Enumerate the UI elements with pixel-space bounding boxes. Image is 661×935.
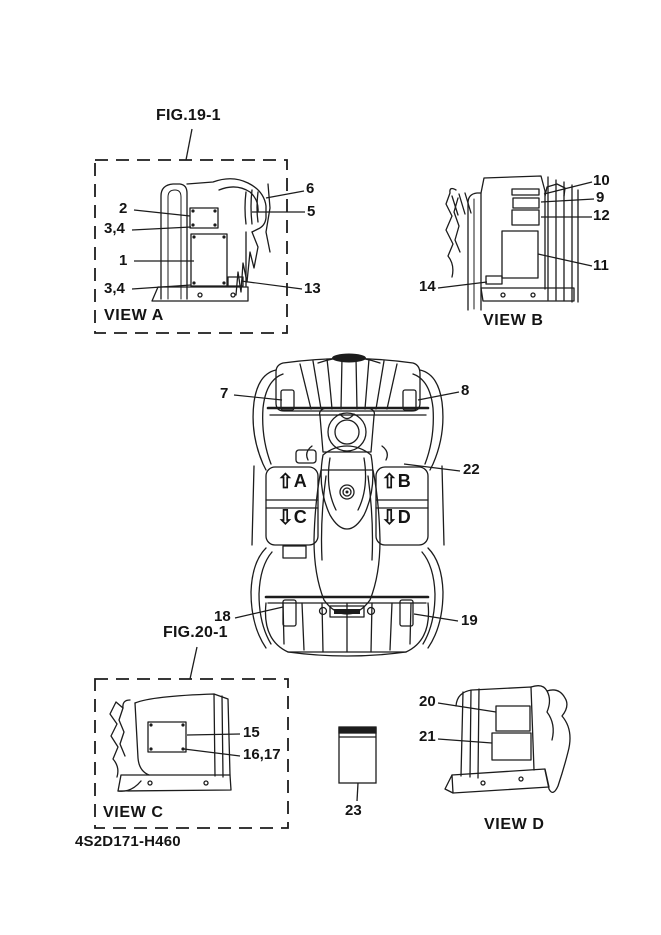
callout-22: 22 <box>463 461 480 478</box>
label-plate-15 <box>148 722 186 752</box>
label-plate-18 <box>283 600 296 626</box>
callout-12: 12 <box>593 207 610 224</box>
callout-5: 5 <box>307 203 316 220</box>
label-plate-12 <box>512 210 539 225</box>
view-a-leaders <box>132 191 305 289</box>
callout-15: 15 <box>243 724 260 741</box>
callout-18: 18 <box>214 608 231 625</box>
down-arrow-icon: ⇩ <box>381 507 398 529</box>
zone-d-marker <box>381 508 411 528</box>
screws-16-17 <box>149 723 184 750</box>
zone-b-letter: B <box>397 471 411 491</box>
callout-9: 9 <box>596 189 605 206</box>
zone-a-marker <box>277 472 307 492</box>
callout-1: 1 <box>119 252 128 269</box>
fig-19-1-title: FIG.19-1 <box>156 107 221 124</box>
label-plate-13 <box>228 277 243 286</box>
view-a-caption: VIEW A <box>104 307 164 324</box>
main-leaders <box>234 392 460 621</box>
up-arrow-icon: ⇧ <box>277 471 294 493</box>
item-23-leader <box>357 783 358 801</box>
up-arrow-icon: ⇧ <box>381 471 398 493</box>
callout-11: 11 <box>593 257 609 274</box>
fig20-leader <box>190 647 197 679</box>
view-c-leaders <box>184 734 240 756</box>
screws-3-4 <box>191 209 225 284</box>
zone-b-marker <box>381 472 411 492</box>
label-plate-1 <box>191 234 227 286</box>
callout-19: 19 <box>461 612 478 629</box>
label-plate-21 <box>492 733 531 760</box>
callout-21: 21 <box>419 728 436 745</box>
label-plate-10 <box>512 189 539 195</box>
view-d-art <box>445 686 570 793</box>
callout-7: 7 <box>220 385 229 402</box>
item-23-art <box>339 727 376 801</box>
view-b-art <box>446 176 578 310</box>
view-b-caption: VIEW B <box>483 312 544 329</box>
view-c-art <box>110 694 231 791</box>
view-d-caption: VIEW D <box>484 816 545 833</box>
view-d-leaders <box>438 703 496 743</box>
callout-10: 10 <box>593 172 610 189</box>
fig19-leader <box>186 129 192 160</box>
label-plate-20 <box>496 706 530 731</box>
zone-c-marker <box>277 508 307 528</box>
down-arrow-icon: ⇩ <box>277 507 294 529</box>
main-art <box>251 354 444 657</box>
callout-23: 23 <box>345 802 362 819</box>
callout-16-17: 16,17 <box>243 746 281 763</box>
label-plate-23 <box>339 727 376 783</box>
label-plate-11 <box>502 231 538 278</box>
part-code: 4S2D171-H460 <box>75 833 181 850</box>
callout-13: 13 <box>304 280 321 297</box>
callout-3-4-upper: 3,4 <box>104 220 125 237</box>
zone-a-letter: A <box>293 471 307 491</box>
callout-2: 2 <box>119 200 128 217</box>
callout-3-4-lower: 3,4 <box>104 280 125 297</box>
view-c-caption: VIEW C <box>103 804 164 821</box>
callout-14: 14 <box>419 278 436 295</box>
zone-c-letter: C <box>293 507 307 527</box>
label-plate-14 <box>486 276 502 284</box>
fig-20-1-title: FIG.20-1 <box>163 624 228 641</box>
label-plate-9 <box>513 198 539 208</box>
zone-d-letter: D <box>397 507 411 527</box>
callout-20: 20 <box>419 693 436 710</box>
callout-8: 8 <box>461 382 470 399</box>
callout-6: 6 <box>306 180 315 197</box>
